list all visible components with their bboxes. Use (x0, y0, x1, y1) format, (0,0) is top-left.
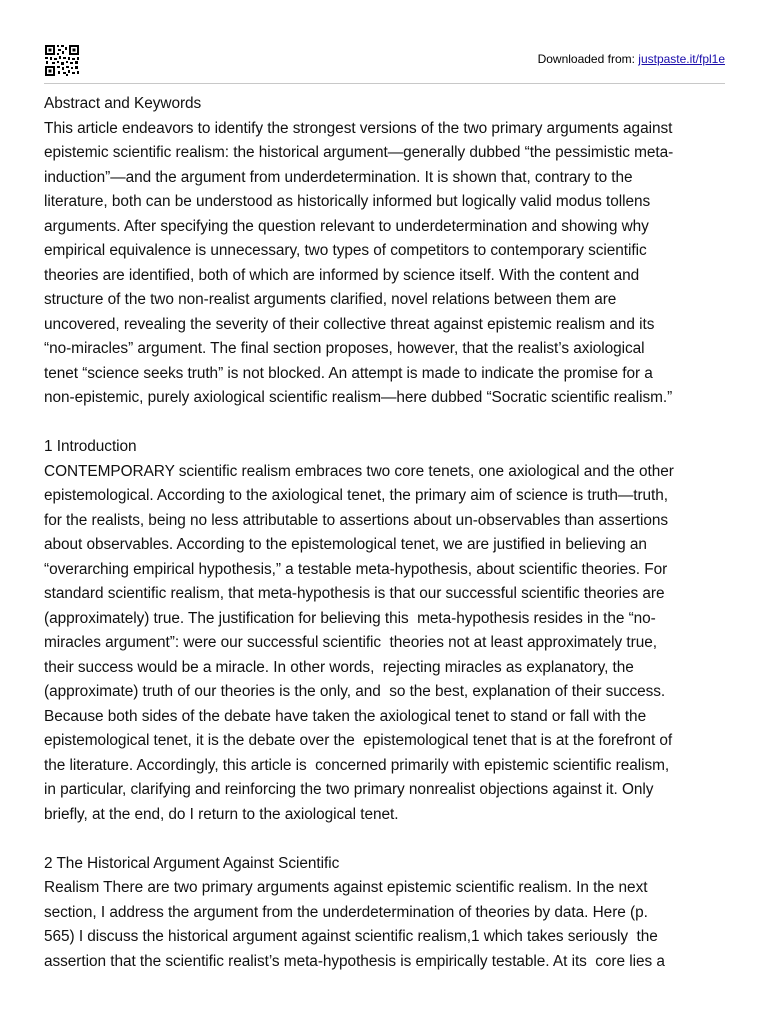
text-line: “no-miracles” argument. The final section proposes, however, that the realist’s axiological (44, 340, 645, 357)
abstract-heading: Abstract and Keywords (44, 95, 202, 112)
text-line: epistemological. According to the axiological tenet, the primary aim of science is truth—truth, (44, 487, 669, 504)
text-line: induction”—and the argument from underdetermination. It is shown that, contrary to the (44, 168, 633, 186)
text-line: uncovered, revealing the severity of their collective threat against epistemic realism and its (44, 315, 655, 333)
abstract-text (44, 117, 734, 411)
text-line: Realism There are two primary arguments against epistemic scientific realism. In the next (44, 879, 648, 896)
text-line: standard scientific realism, that meta-hypothesis is that our successful scientific theories are (44, 585, 665, 602)
header-divider (44, 83, 725, 84)
document-body (44, 92, 734, 974)
text-line: (approximate) truth of our theories is the only, and so the best, explanation of their success. (44, 683, 666, 700)
text-line: tenet “science seeks truth” is not blocked. An attempt is made to indicate the promise for a (44, 364, 653, 382)
downloaded-label: Downloaded from: (537, 52, 639, 66)
paragraph-gap (44, 827, 734, 852)
download-source (538, 52, 725, 66)
text-line: This article endeavors to identify the strongest versions of the two primary arguments against (44, 119, 673, 137)
text-line: literature, both can be understood as historically informed but logically valid modus tollens (44, 193, 651, 210)
text-line: briefly, at the end, do I return to the axiological tenet. (44, 805, 399, 823)
text-line: epistemological tenet, it is the debate over the epistemological tenet that is at the forefront of (44, 732, 673, 749)
text-line: arguments. After specifying the question relevant to underdetermination and showing why (44, 217, 649, 235)
text-line: the literature. Accordingly, this article is concerned primarily with epistemic scientific realism, (44, 756, 670, 774)
text-line: their success would be a miracle. In other words, rejecting miracles as explanatory, the (44, 658, 634, 676)
text-line: non-epistemic, purely axiological scientific realism—here dubbed “Socratic scientific realism.” (44, 389, 673, 406)
text-line: (approximately) true. The justification for believing this meta-hypothesis resides in the “no- (44, 609, 656, 627)
qr-code-icon (44, 44, 80, 77)
section2-text (44, 876, 734, 974)
text-line: in particular, clarifying and reinforcing the two primary nonrealist objections against it. Only (44, 781, 654, 798)
text-line: Because both sides of the debate have taken the axiological tenet to stand or fall with the (44, 707, 647, 725)
paragraph-gap (44, 411, 734, 436)
source-link[interactable]: justpaste.it/fpl1e (638, 52, 725, 66)
introduction-text (44, 460, 734, 828)
text-line: miracles argument”: were our successful scientific theories not at least approximately true, (44, 634, 657, 651)
text-line: empirical equivalence is unnecessary, two types of competitors to contemporary scientific (44, 242, 647, 259)
text-line: “overarching empirical hypothesis,” a testable meta-hypothesis, about scientific theories. For (44, 560, 668, 578)
text-line: about observables. According to the epistemological tenet, we are justified in believing an (44, 536, 647, 553)
page-header (44, 44, 725, 77)
text-line: epistemic scientific realism: the historical argument—generally dubbed “the pessimistic meta- (44, 144, 674, 161)
text-line: 565) I discuss the historical argument against scientific realism,1 which takes seriously the (44, 928, 658, 945)
introduction-heading: 1 Introduction (44, 438, 137, 455)
section2-heading: 2 The Historical Argument Against Scientific (44, 854, 340, 872)
text-line: for the realists, being no less attributable to assertions about un-observables than assertions (44, 511, 669, 529)
text-line: theories are identified, both of which are informed by science itself. With the content and (44, 266, 640, 284)
text-line: structure of the two non-realist arguments clarified, novel relations between them are (44, 291, 617, 308)
text-line: section, I address the argument from the underdetermination of theories by data. Here (p. (44, 903, 648, 921)
text-line: assertion that the scientific realist’s meta-hypothesis is empirically testable. At its core lies a (44, 952, 665, 970)
text-line: CONTEMPORARY scientific realism embraces two core tenets, one axiological and the other (44, 462, 674, 480)
